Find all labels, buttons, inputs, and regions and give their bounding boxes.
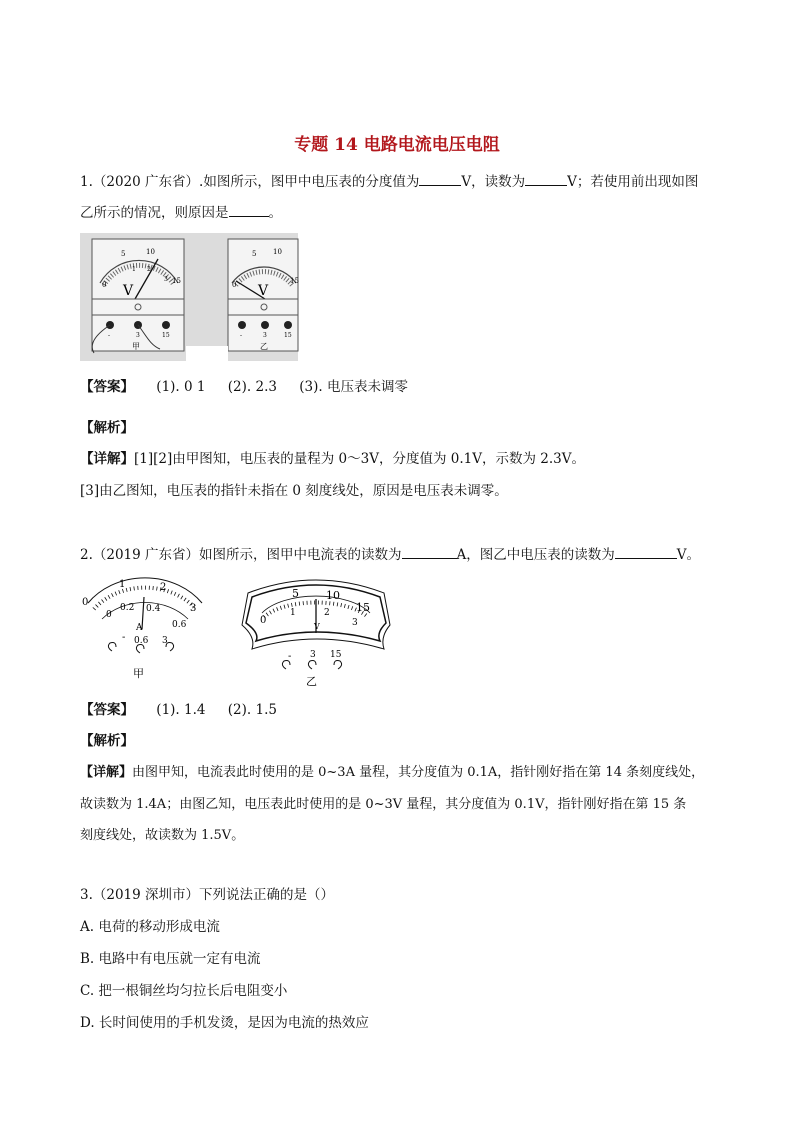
q1-text-e: 。 (268, 205, 282, 221)
q2-detail-tag: 【详解】 (80, 765, 133, 780)
terminal-label-15-left: 15 (162, 332, 170, 339)
ammeter-terminal-06: 0.6 (134, 636, 149, 646)
terminal-3-right (261, 321, 269, 329)
ammeter-bottom-0: 0 (106, 610, 112, 620)
q1-detail-line1 (80, 450, 585, 468)
q1-voltmeter-photo (80, 233, 298, 361)
q1-blank-3[interactable] (229, 203, 269, 217)
left-scale-15: 15 (172, 277, 181, 285)
q1-text-b: V，读数为 (461, 174, 526, 190)
q2-text-a: 2.（2019 广东省）如图所示，图甲中电流表的读数为 (80, 547, 402, 563)
left-scale-5: 5 (121, 250, 126, 258)
left-scale-10: 10 (146, 248, 155, 256)
terminal-15-right (284, 321, 292, 329)
q1-stem-line1 (80, 172, 698, 191)
voltmeter-top-5: 5 (292, 587, 299, 600)
q1-analysis-tag: 【解析】 (80, 420, 134, 436)
terminal-label-neg-right: - (240, 332, 243, 339)
ammeter-diagram (82, 578, 202, 680)
ammeter-letter-a: A (136, 623, 143, 633)
left-scale-3: 3 (164, 276, 168, 283)
left-scale-2: 2 (147, 266, 151, 273)
voltmeter-bottom-0: 0 (260, 615, 267, 626)
q2-stem (80, 545, 700, 564)
q1-detail-tag: 【详解】 (80, 451, 134, 467)
ammeter-bottom-3: 0.6 (172, 620, 187, 630)
right-figure-label: 乙 (260, 342, 268, 351)
q2-text-b: A，图乙中电压表的读数为 (456, 547, 615, 563)
right-letter-v: V (258, 283, 269, 299)
voltmeter-terminal-3: 3 (310, 650, 316, 660)
left-letter-v: V (123, 283, 134, 299)
q1-blank-2[interactable] (525, 172, 567, 186)
q1-answer-1: (1). 0 1 (156, 379, 206, 395)
ammeter-bottom-2: 0.4 (146, 604, 161, 614)
ammeter-top-3: 3 (190, 603, 197, 614)
right-scale-0: 0 (232, 281, 237, 289)
right-scale-10: 10 (273, 248, 282, 256)
q1-stem-line2 (80, 203, 282, 222)
voltmeter-terminal-neg: - (288, 651, 292, 662)
voltmeter-bottom-3: 3 (352, 618, 358, 628)
ammeter-bottom-1: 0.2 (120, 603, 135, 613)
q2-blank-2[interactable] (615, 545, 677, 559)
q1-text-d: 乙所示的情况，则原因是 (80, 205, 229, 221)
q1-text-c: V；若使用前出现如图 (567, 174, 699, 190)
ammeter-top-2: 2 (160, 582, 167, 593)
right-scale-15: 15 (290, 277, 299, 285)
left-scale-1: 1 (132, 266, 136, 273)
right-scale-5: 5 (252, 250, 257, 258)
ammeter-terminal-neg: - (122, 632, 126, 643)
q2-detail-text1: 由图甲知，电流表此时使用的是 0~3A 量程，其分度值为 0.1A，指针刚好指在第 14 条刻度线处， (132, 765, 705, 780)
q1-detail-text1: [1][2]由甲图知，电压表的量程为 0～3V，分度值为 0.1V，示数为 2.3V。 (134, 451, 585, 467)
q1-detail-line2: [3]由乙图知，电压表的指针未指在 0 刻度线处，原因是电压表未调零。 (80, 483, 508, 499)
q2-text-c: V。 (676, 547, 701, 563)
q2-detail-line2: 故读数为 1.4A；由图乙知，电压表此时使用的是 0~3V 量程，其分度值为 0.1V，指针刚好指在第 15 条 (80, 797, 687, 812)
q3-option-c[interactable]: C. 把一根铜丝均匀拉长后电阻变小 (80, 983, 288, 999)
ammeter-top-0: 0 (82, 597, 89, 608)
ammeter-top-1: 1 (119, 579, 126, 590)
voltmeter-top-10: 10 (326, 589, 340, 602)
q1-answer-tag: 【答案】 (80, 379, 134, 395)
voltmeter-bottom-2: 2 (324, 608, 330, 618)
terminal-label-3-left: 3 (136, 332, 140, 339)
terminal-label-neg-left: - (108, 332, 111, 339)
q3-stem: 3.（2019 深圳市）下列说法正确的是（） (80, 887, 335, 903)
q2-answer-tag: 【答案】 (80, 702, 134, 718)
left-scale-0: 0 (102, 281, 107, 289)
q2-meters-figure (80, 577, 390, 687)
terminal-15-left (162, 321, 170, 329)
voltmeter-top-15: 15 (356, 601, 370, 614)
page-title: 专题 14 电路电流电压电阻 (294, 135, 500, 155)
q3-option-a[interactable]: A. 电荷的移动形成电流 (80, 919, 220, 935)
terminal-label-15-right: 15 (284, 332, 292, 339)
voltmeter-terminal-15: 15 (330, 650, 342, 660)
q2-answer-2: (2). 1.5 (227, 702, 277, 718)
q1-answer-3: (3). 电压表未调零 (299, 379, 408, 395)
voltmeter-right (228, 239, 299, 351)
voltmeter-letter-v: V (314, 622, 320, 631)
q1-text-a: 1.（2020 广东省）.如图所示，图甲中电压表的分度值为 (80, 174, 420, 190)
voltmeter-bottom-1: 1 (290, 608, 296, 618)
q3-option-d[interactable]: D. 长时间使用的手机发烫，是因为电流的热效应 (80, 1015, 369, 1031)
q1-blank-1[interactable] (419, 172, 461, 186)
voltmeter-diagram (242, 580, 390, 688)
q1-answer (80, 378, 426, 396)
q2-answer-1: (1). 1.4 (156, 702, 206, 718)
terminal-label-3-right: 3 (263, 332, 267, 339)
ammeter-figure-label: 甲 (133, 667, 144, 680)
voltmeter-left (92, 239, 184, 353)
q2-analysis-tag: 【解析】 (80, 733, 134, 749)
photo-gap (186, 346, 228, 362)
q1-answer-2: (2). 2.3 (227, 379, 277, 395)
voltmeter-figure-label: 乙 (306, 675, 317, 688)
q2-detail-line3: 刻度线处，故读数为 1.5V。 (80, 828, 245, 843)
left-figure-label: 甲 (132, 342, 140, 351)
q2-detail-line1 (80, 764, 704, 782)
q3-option-b[interactable]: B. 电路中有电压就一定有电流 (80, 951, 261, 967)
q2-blank-1[interactable] (402, 545, 457, 559)
ammeter-terminal-3: 3 (162, 636, 168, 646)
terminal-neg-right (238, 321, 246, 329)
q2-answer (80, 701, 295, 719)
